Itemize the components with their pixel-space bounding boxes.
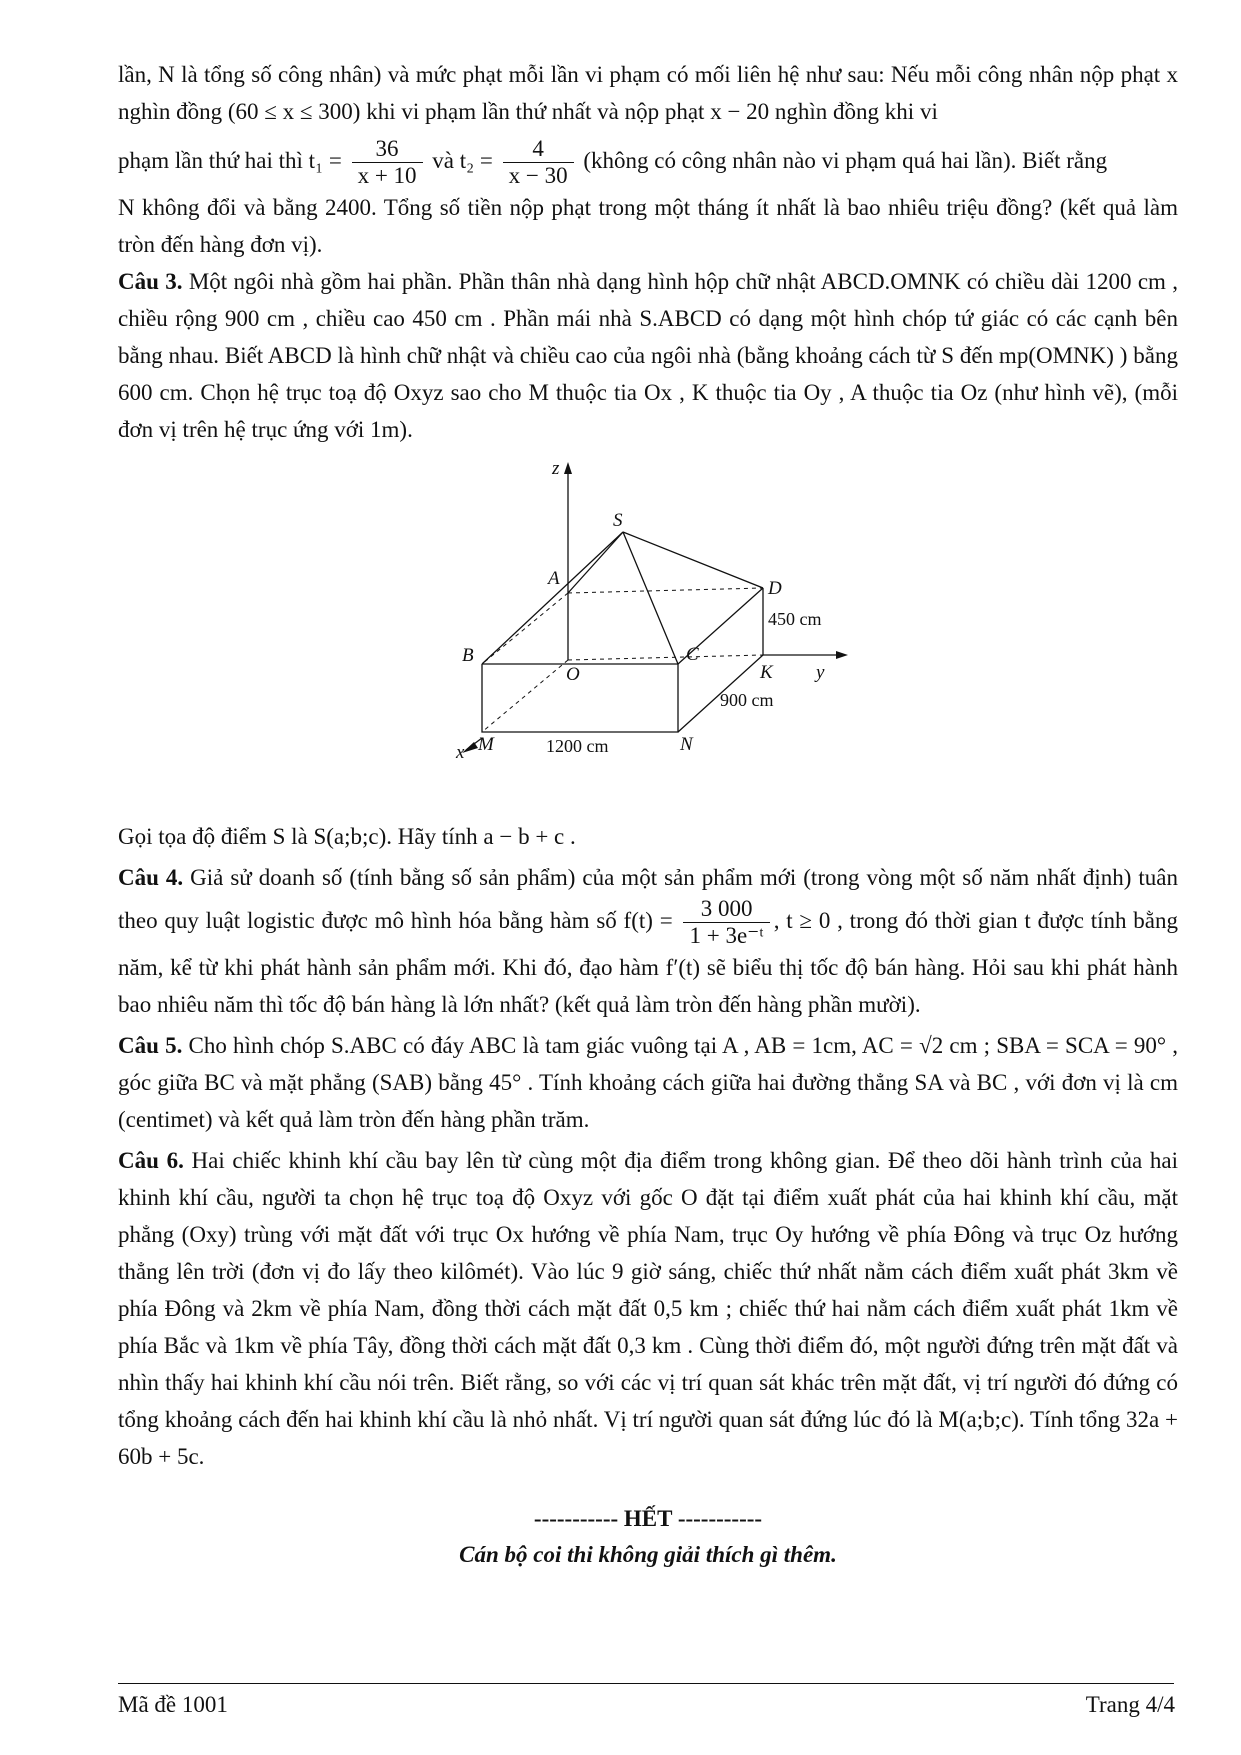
z-arrow bbox=[564, 462, 572, 474]
label-D: D bbox=[768, 578, 782, 599]
q2-text-c: (không có công nhân nào vi phạm quá hai lần). Biết rằng bbox=[583, 147, 1108, 173]
q5-label: Câu 5. bbox=[118, 1033, 183, 1058]
question-5 bbox=[118, 1027, 1178, 1138]
q2-continuation: lần, N là tổng số công nhân) và mức phạt mỗi lần vi phạm có mối liên hệ như sau: Nếu mỗi công nhân nộp phạt x nghìn đồng (60 ≤ x ≤ 300) khi vi phạm lần thứ nhất và nộp phạt x − 20 nghìn đồng khi vi bbox=[118, 62, 1178, 124]
edge-SA bbox=[568, 532, 623, 593]
q4-text-b: , t ≥ 0 , trong đó thời gian t được tính bằng năm, kể từ khi phát hành sản phẩm mới. Khi đó, đạo hàm f′(t) sẽ biểu thị tốc độ bán hàng. Hỏi sau khi phát hành bao nhiêu năm thì tốc độ bán hàng là lớn nhất? (kết quả làm tròn đến hàng phần mười). bbox=[118, 907, 1178, 1017]
edge-SB bbox=[482, 532, 623, 664]
label-N: N bbox=[680, 734, 693, 755]
label-K: K bbox=[760, 662, 773, 683]
label-z: z bbox=[552, 458, 560, 479]
label-x: x bbox=[456, 742, 465, 763]
edge-SD bbox=[623, 532, 763, 588]
q4-label: Câu 4. bbox=[118, 865, 184, 890]
edge-OM bbox=[482, 660, 568, 732]
f-numerator: 3 000 bbox=[683, 896, 769, 923]
end-note: Cán bộ coi thi không giải thích gì thêm. bbox=[459, 1542, 837, 1567]
q3-after-figure: Gọi tọa độ điểm S là S(a;b;c). Hãy tính a − b + c . bbox=[118, 824, 576, 849]
t1-fraction bbox=[352, 136, 423, 189]
t2-fraction bbox=[503, 136, 574, 189]
page-number: Trang 4/4 bbox=[1085, 1692, 1175, 1717]
q5-text: Cho hình chóp S.ABC có đáy ABC là tam giác vuông tại A , AB = 1cm, AC = √2 cm ; SBA = SCA = 90° , góc giữa BC và mặt phẳng (SAB) bằng 45° . Tính khoảng cách giữa hai đường thẳng SA và BC , với đơn vị là cm (centimet) và kết quả làm tròn đến hàng phần trăm. bbox=[118, 1033, 1178, 1132]
q2-line-fractions bbox=[118, 136, 1178, 189]
q6-label: Câu 6. bbox=[118, 1148, 184, 1173]
question-6 bbox=[118, 1142, 1178, 1475]
label-y: y bbox=[816, 662, 825, 683]
exam-code: Mã đề 1001 bbox=[118, 1692, 228, 1717]
page-content bbox=[118, 56, 1178, 1573]
label-O: O bbox=[566, 664, 580, 685]
edge-AD bbox=[568, 588, 763, 593]
y-arrow bbox=[836, 651, 848, 659]
edge-SC bbox=[623, 532, 678, 664]
dim-length: 1200 cm bbox=[546, 736, 609, 756]
edge-OK bbox=[568, 655, 763, 660]
f-denominator: 1 + 3e⁻ᵗ bbox=[689, 923, 764, 948]
t2-denominator: x − 30 bbox=[508, 163, 568, 188]
q3-text: Một ngôi nhà gồm hai phần. Phần thân nhà dạng hình hộp chữ nhật ABCD.OMNK có chiều dài 1200 cm , chiều rộng 900 cm , chiều cao 450 cm . Phần mái nhà S.ABCD có dạng một hình chóp tứ giác có các cạnh bên bằng nhau. Biết ABCD là hình chữ nhật và chiều cao của ngôi nhà (bằng khoảng cách từ S đến mp(OMNK) ) bằng 600 cm. Chọn hệ trục toạ độ Oxyz sao cho M thuộc tia Ox , K thuộc tia Oy , A thuộc tia Oz (như hình vẽ), (mỗi đơn vị trên hệ trục ứng với 1m). bbox=[118, 269, 1178, 442]
label-S: S bbox=[613, 510, 623, 531]
front-face bbox=[482, 664, 678, 732]
house-figure bbox=[118, 448, 1178, 818]
t1-numerator: 36 bbox=[352, 136, 423, 163]
exam-end bbox=[118, 1501, 1178, 1573]
q6-text: Hai chiếc khinh khí cầu bay lên từ cùng một địa điểm trong không gian. Để theo dõi hành trình của hai khinh khí cầu, người ta chọn hệ trục toạ độ Oxyz với gốc O đặt tại điểm xuất phát của hai khinh khí cầu, mặt phẳng (Oxy) trùng với mặt đất với trục Ox hướng về phía Nam, trục Oy hướng về phía Đông và trục Oz hướng thẳng lên trời (đơn vị đo lấy theo kilômét). Vào lúc 9 giờ sáng, chiếc thứ nhất nằm cách điểm xuất phát 3km về phía Đông và 2km về phía Nam, đồng thời cách mặt đất 0,5 km ; chiếc thứ hai nằm cách điểm xuất phát 1km về phía Bắc và 1km về phía Tây, đồng thời cách mặt đất 0,3 km . Cùng thời điểm đó, một người đứng trên mặt đất và nhìn thấy hai khinh khí cầu nói trên. Biết rằng, so với các vị trí quan sát khác trên mặt đất, vị trí người đó đứng có tổng khoảng cách đến hai khinh khí cầu là nhỏ nhất. Vị trí người quan sát đứng lúc đó là M(a;b;c). Tính tổng 32a + 60b + 5c. bbox=[118, 1148, 1179, 1469]
edge-AB bbox=[482, 593, 568, 664]
q2-text-b: và t₂ = bbox=[432, 147, 493, 173]
question-4 bbox=[118, 859, 1178, 1023]
q2-text-a: phạm lần thứ hai thì t₁ = bbox=[118, 147, 342, 173]
q2-ending: N không đổi và bằng 2400. Tổng số tiền nộp phạt trong một tháng ít nhất là bao nhiêu triệu đồng? (kết quả làm tròn đến hàng đơn vị). bbox=[118, 195, 1178, 257]
q4-text-a: Giả sử doanh số (tính bằng số sản phẩm) của một sản phẩm mới (trong vòng một số năm nhất định) tuân theo quy luật logistic được mô hình hóa bằng hàm số f(t) = bbox=[118, 865, 1179, 933]
end-title: ----------- HẾT ----------- bbox=[533, 1506, 763, 1531]
t2-numerator: 4 bbox=[503, 136, 574, 163]
label-B: B bbox=[462, 645, 474, 666]
dim-height: 450 cm bbox=[768, 609, 822, 629]
label-M: M bbox=[478, 734, 494, 755]
q3-label: Câu 3. bbox=[118, 269, 183, 294]
f-fraction bbox=[683, 896, 769, 949]
house-diagram bbox=[456, 458, 898, 763]
question-3 bbox=[118, 263, 1178, 448]
footer-divider bbox=[118, 1683, 1174, 1684]
label-C: C bbox=[686, 644, 699, 665]
label-A: A bbox=[548, 568, 560, 589]
dim-width: 900 cm bbox=[720, 690, 774, 710]
t1-denominator: x + 10 bbox=[357, 163, 417, 188]
